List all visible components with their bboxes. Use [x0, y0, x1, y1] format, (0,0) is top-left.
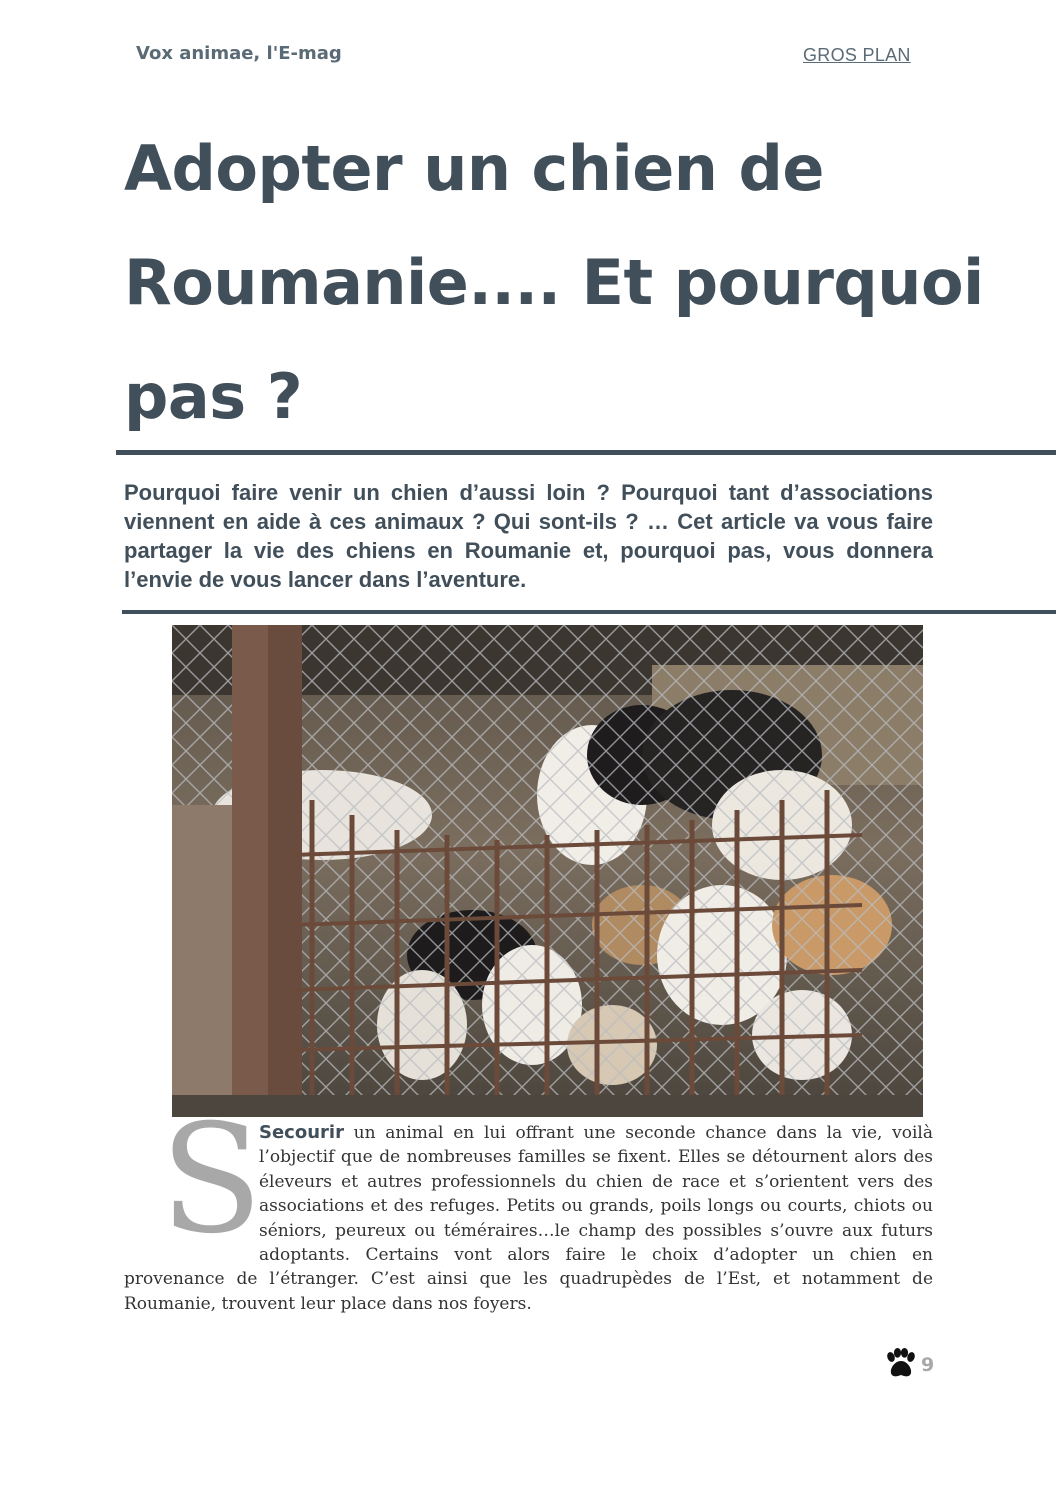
page-number: 9 [921, 1354, 935, 1376]
article-lead: Pourquoi faire venir un chien d’aussi loin ? Pourquoi tant d’associations viennent en aide à ces animaux ? Qui sont-ils ? … Cet article va vous faire partager la vie des chiens en Roumanie et, pourquoi pas, vous donnera l’envie de vous lancer dans l’aventure. [124, 480, 933, 592]
paw-icon [884, 1348, 917, 1379]
body-text-rest: un animal en lui offrant une seconde chance dans la vie, voilà l’objectif que de nombreuses familles se fixent. Elles se détournent alors des éleveurs et autres professionnels du chien de race et s’orientent vers des associations et des refuges. Petits ou grands, poils longs ou courts, chiots ou séniors, peureux ou téméraires…le champ des possibles s’ouvre aux futurs adoptants. Certains vont alors faire le choix d’adopter un chien en provenance de l’étranger. C’est ainsi que les quadrupèdes de l’Est, et notamment de Roumanie, trouvent leur place dans nos foyers. [124, 1123, 933, 1314]
lead-divider [122, 610, 1056, 614]
drop-cap-spacer [124, 1121, 259, 1265]
section-label: GROS PLAN [803, 45, 911, 65]
article-body [124, 1121, 933, 1316]
article-title: Adopter un chien de Roumanie.... Et pourquoi pas ? [124, 132, 984, 433]
magazine-name: Vox animae, l'E-mag [136, 43, 342, 64]
body-first-word: Secourir [259, 1122, 344, 1143]
title-divider [116, 450, 1056, 455]
drop-cap: S [160, 1093, 263, 1267]
dogs-behind-fence-photo [172, 625, 923, 1117]
